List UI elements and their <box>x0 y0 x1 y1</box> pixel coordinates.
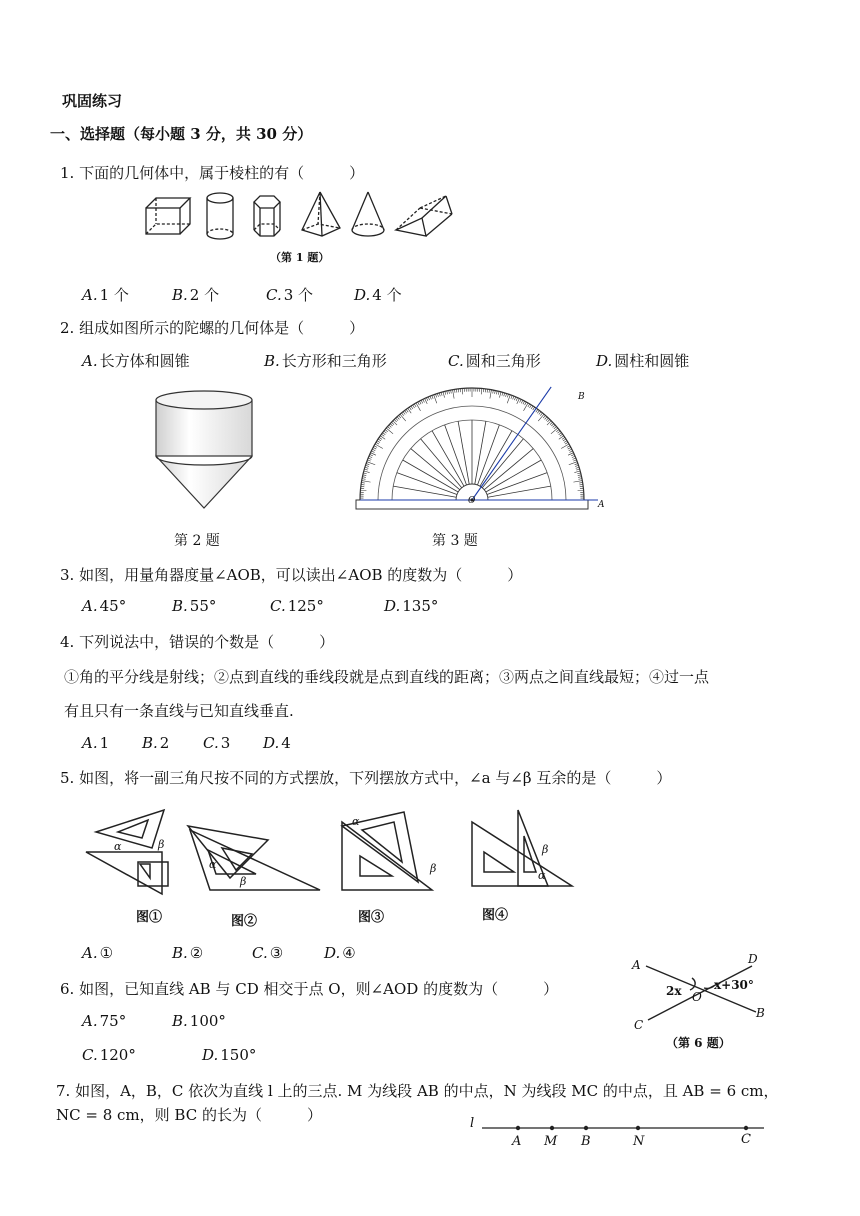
q5-fig4-alpha: α <box>538 869 546 882</box>
q4-option-d[interactable]: D. 4 <box>263 734 291 752</box>
q7-label-a: A <box>512 1134 522 1149</box>
q6-option-d[interactable]: D. 150° <box>202 1046 257 1064</box>
q5-option-a[interactable]: A. ① <box>82 944 114 962</box>
q5-figure-1-label: 图① <box>136 910 163 925</box>
protractor-figure <box>354 382 614 512</box>
q1-option-a[interactable]: A. 1 个 <box>82 286 129 304</box>
q2-option-d[interactable]: D. 圆柱和圆锥 <box>596 352 690 370</box>
q3-option-b[interactable]: B. 55° <box>172 597 217 615</box>
q6-option-c[interactable]: C. 120° <box>82 1046 136 1064</box>
q4-stem: 4. 下列说法中，错误的个数是（ ） <box>60 633 335 651</box>
q7-label-n: N <box>633 1134 645 1149</box>
q2-caption: 第 2 题 <box>174 533 220 549</box>
cuboid-shape <box>146 198 190 234</box>
q5-fig2-beta: β <box>240 875 247 888</box>
q3-option-d[interactable]: D. 135° <box>384 597 439 615</box>
q6-option-a[interactable]: A. 75° <box>82 1012 127 1030</box>
q1-option-b[interactable]: B. 2 个 <box>172 286 220 304</box>
q5-fig3-beta: β <box>430 862 437 875</box>
q1-option-c[interactable]: C. 3 个 <box>266 286 314 304</box>
section-title: 巩固练习 <box>62 92 123 110</box>
q1-option-d[interactable]: D. 4 个 <box>354 286 402 304</box>
q7-label-c: C <box>741 1132 751 1147</box>
q7-label-b: B <box>581 1134 591 1149</box>
q3-label-a: A <box>598 500 605 510</box>
cone-shape <box>352 192 384 236</box>
q7-line1: 7. 如图，A，B，C 依次为直线 l 上的三点. M 为线段 AB 的中点，N 为线段 MC 的中点，且 AB = 6 cm， <box>56 1082 779 1100</box>
q4-option-c[interactable]: C. 3 <box>203 734 231 752</box>
q3-caption: 第 3 题 <box>432 533 478 549</box>
part-heading: 一、选择题（每小题 3 分，共 30 分） <box>50 125 313 143</box>
q5-fig2-alpha: α <box>209 858 217 871</box>
q5-figure-3-label: 图③ <box>358 910 385 925</box>
q6-label-b: B <box>756 1006 765 1020</box>
q6-caption: （第 6 题） <box>666 1036 731 1050</box>
q7-label-l: l <box>470 1116 475 1131</box>
q3-option-c[interactable]: C. 125° <box>270 597 324 615</box>
spinning-top-figure <box>150 386 260 512</box>
q5-figure-2-label: 图② <box>231 914 258 929</box>
q6-label-d: D <box>748 952 758 966</box>
q4-line2: 有且只有一条直线与已知直线垂直. <box>64 702 294 720</box>
triangular-prism-shape <box>396 196 452 236</box>
q5-fig1-beta: β <box>158 838 165 851</box>
q1-solids-figure <box>140 188 460 244</box>
pyramid-shape <box>302 192 340 236</box>
q6-label-a: A <box>632 958 641 972</box>
q3-label-o: O <box>468 496 476 506</box>
q2-option-b[interactable]: B. 长方形和三角形 <box>264 352 387 370</box>
q1-caption: （第 1 题） <box>270 251 330 264</box>
q6-option-b[interactable]: B. 100° <box>172 1012 226 1030</box>
q2-stem: 2. 组成如图所示的陀螺的几何体是（ ） <box>60 319 365 337</box>
q3-option-a[interactable]: A. 45° <box>82 597 127 615</box>
q3-label-b: B <box>578 392 585 402</box>
q5-option-b[interactable]: B. ② <box>172 944 204 962</box>
q5-option-d[interactable]: D. ④ <box>324 944 356 962</box>
q5-fig3-alpha: α <box>352 815 360 828</box>
q6-stem: 6. 如图，已知直线 AB 与 CD 相交于点 O，则∠AOD 的度数为（ ） <box>60 980 559 998</box>
q5-figure-4-label: 图④ <box>482 908 509 923</box>
prism-shape <box>254 196 280 236</box>
q6-label-o: O <box>692 990 702 1004</box>
q5-triangles-figure <box>80 806 580 896</box>
q4-line1: ①角的平分线是射线；②点到直线的垂线段就是点到直线的距离；③两点之间直线最短；④过一点 <box>64 668 710 686</box>
q5-stem: 5. 如图，将一副三角尺按不同的方式摆放，下列摆放方式中，∠a 与∠β 互余的是（ ） <box>60 769 672 787</box>
q6-label-c: C <box>634 1018 644 1032</box>
q1-stem: 1. 下面的几何体中，属于棱柱的有（ ） <box>60 164 365 182</box>
q7-line2: NC = 8 cm，则 BC 的长为（ ） <box>56 1106 322 1124</box>
q2-option-a[interactable]: A. 长方体和圆锥 <box>82 352 190 370</box>
q5-fig4-beta: β <box>542 843 549 856</box>
cylinder-shape <box>207 193 233 239</box>
q7-label-m: M <box>544 1134 558 1149</box>
q2-option-c[interactable]: C. 圆和三角形 <box>448 352 541 370</box>
q4-option-a[interactable]: A. 1 <box>82 734 110 752</box>
q6-left-angle-label: 2x <box>666 984 682 998</box>
q4-option-b[interactable]: B. 2 <box>142 734 170 752</box>
q6-right-angle-label: x+30° <box>714 978 754 992</box>
q3-stem: 3. 如图，用量角器度量∠AOB，可以读出∠AOB 的度数为（ ） <box>60 566 523 584</box>
q5-fig1-alpha: α <box>114 840 122 853</box>
q5-option-c[interactable]: C. ③ <box>252 944 284 962</box>
